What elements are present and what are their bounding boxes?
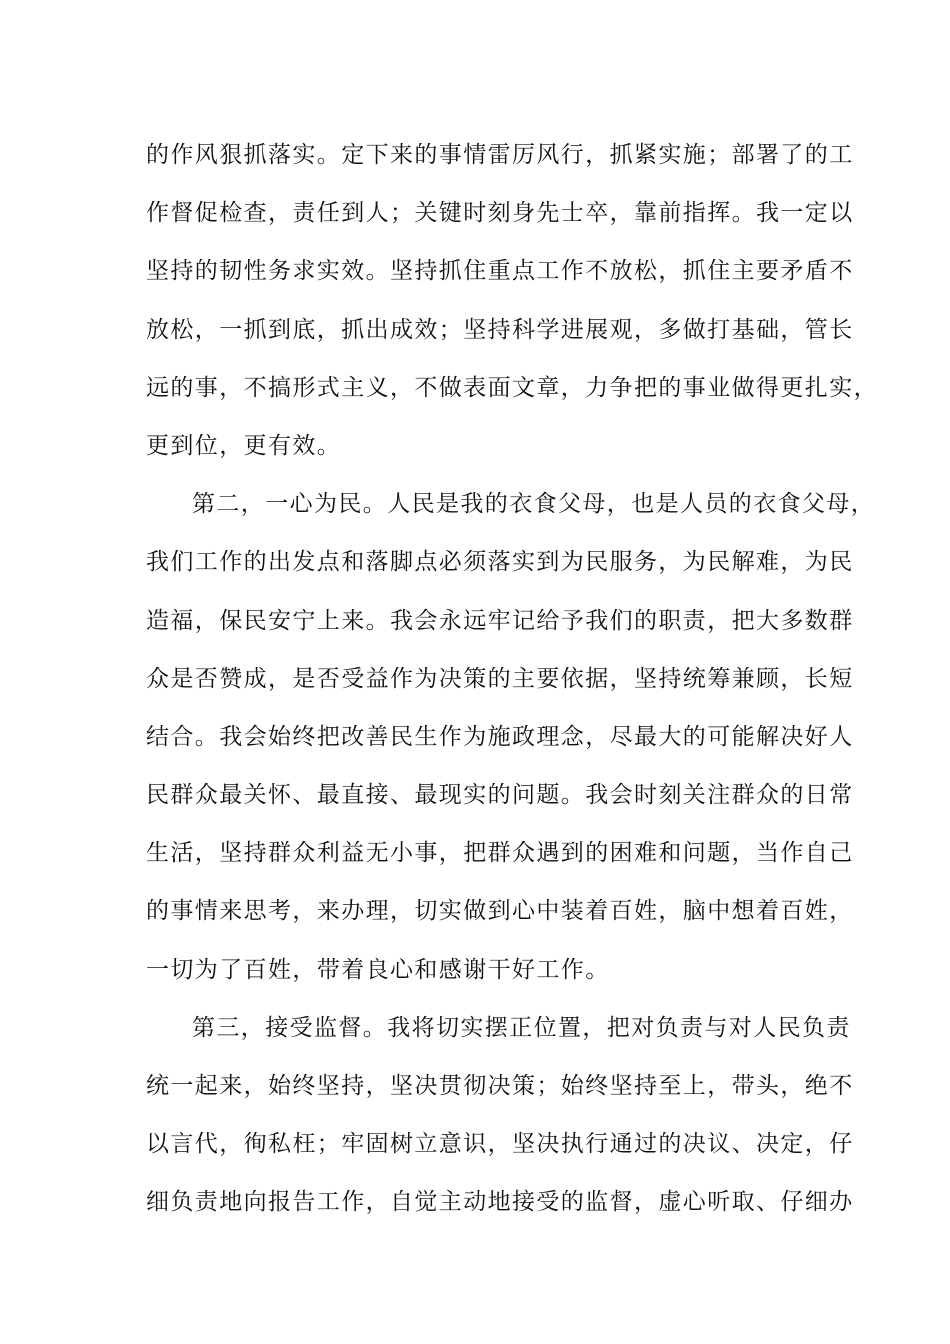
document-body — [146, 126, 878, 1232]
text-line: 生活，坚持群众利益无小事，把群众遇到的困难和问题，当作自己 — [146, 840, 854, 867]
text-line: 我们工作的出发点和落脚点必须落实到为民服务，为民解难，为民 — [146, 549, 854, 576]
text-line: 更到位，更有效。 — [146, 432, 342, 459]
text-line: 众是否赞成，是否受益作为决策的主要依据，坚持统筹兼顾，长短 — [146, 665, 854, 692]
text-line: 放松，一抓到底，抓出成效；坚持科学进展观，多做打基础，管长 — [146, 316, 854, 343]
text-line: 造福，保民安宁上来。我会永远牢记给予我们的职责，把大多数群 — [146, 607, 854, 634]
text-line: 的事情来思考，来办理，切实做到心中装着百姓，脑中想着百姓， — [146, 898, 854, 925]
text-line: 以言代，徇私枉；牢固树立意识，坚决执行通过的决议、决定，仔 — [146, 1131, 854, 1158]
paragraph-first-line: 第三，接受监督。我将切实摆正位置，把对负责与对人民负责 — [192, 1014, 851, 1041]
text-line: 一切为了百姓，带着良心和感谢干好工作。 — [146, 956, 610, 983]
paragraph-first-line: 第二，一心为民。人民是我的衣食父母，也是人员的衣食父母， — [192, 491, 876, 518]
text-line: 统一起来，始终坚持，坚决贯彻决策；始终坚持至上，带头，绝不 — [146, 1073, 854, 1099]
text-line: 的作风狠抓落实。定下来的事情雷厉风行，抓紧实施；部署了的工 — [146, 142, 854, 168]
text-line: 结合。我会始终把改善民生作为施政理念，尽最大的可能解决好人 — [146, 723, 854, 750]
text-line: 民群众最关怀、最直接、最现实的问题。我会时刻关注群众的日常 — [146, 782, 854, 809]
text-line: 坚持的韧性务求实效。坚持抓住重点工作不放松，抓住主要矛盾不 — [146, 258, 854, 285]
text-line: 远的事，不搞形式主义，不做表面文章，力争把的事业做得更扎实， — [146, 374, 878, 401]
text-line: 作督促检查，责任到人；关键时刻身先士卒，靠前指挥。我一定以 — [146, 200, 854, 227]
text-line: 细负责地向报告工作，自觉主动地接受的监督，虚心听取、仔细办 — [146, 1189, 854, 1216]
